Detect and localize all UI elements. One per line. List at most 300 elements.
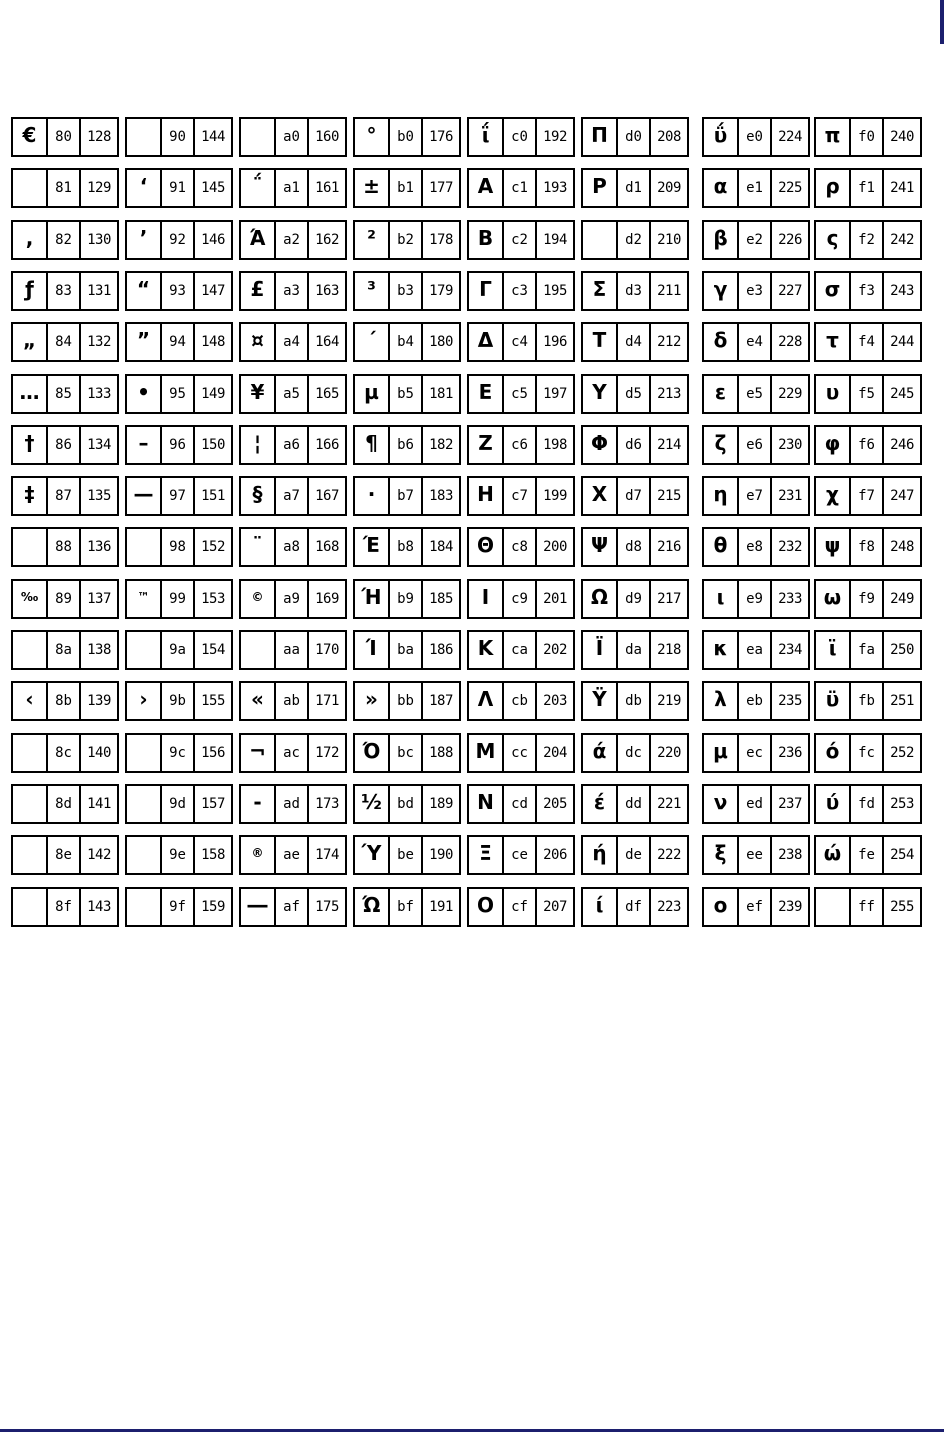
- hex-code: 81: [48, 170, 81, 206]
- character-glyph: Ν: [469, 786, 504, 822]
- decimal-code: 249: [890, 591, 914, 607]
- decimal-code: 180: [429, 334, 453, 350]
- decimal-code: 224: [778, 129, 802, 145]
- hex-code: 88: [48, 529, 81, 565]
- character-glyph: •: [127, 376, 162, 412]
- hex-code: bf: [390, 889, 423, 925]
- decimal-code: 194: [543, 232, 567, 248]
- character-glyph: «: [241, 683, 276, 719]
- hex-code: cf: [504, 889, 537, 925]
- hex-code: ab: [276, 683, 309, 719]
- decimal-code: 250: [890, 642, 914, 658]
- decimal-code: 217: [657, 591, 681, 607]
- character-glyph: ·: [355, 478, 390, 514]
- code-cell: [125, 681, 233, 721]
- hex-code: c8: [504, 529, 537, 565]
- hex-code: a9: [276, 581, 309, 617]
- character-glyph: Ύ: [355, 837, 390, 873]
- character-glyph: ―: [241, 889, 276, 925]
- decimal-code: 159: [201, 899, 225, 915]
- hex-code: 8d: [48, 786, 81, 822]
- character-glyph: Π: [583, 119, 618, 155]
- code-cell: [702, 579, 810, 619]
- decimal-code: 247: [890, 488, 914, 504]
- decimal-code: 155: [201, 693, 225, 709]
- code-cell: [581, 630, 689, 670]
- hex-code: 8e: [48, 837, 81, 873]
- hex-code: c0: [504, 119, 537, 155]
- decimal-code: 136: [87, 539, 111, 555]
- character-glyph: ”: [127, 324, 162, 360]
- decimal-code: 165: [315, 386, 339, 402]
- hex-code: a4: [276, 324, 309, 360]
- hex-code: c2: [504, 222, 537, 258]
- code-cell: [11, 374, 119, 414]
- code-cell: [125, 168, 233, 208]
- hex-code: c5: [504, 376, 537, 412]
- character-glyph: ‡: [13, 478, 48, 514]
- decimal-code: 199: [543, 488, 567, 504]
- decimal-code: 149: [201, 386, 225, 402]
- decimal-code: 183: [429, 488, 453, 504]
- code-cell: [814, 220, 922, 260]
- hex-code: e3: [739, 273, 772, 309]
- code-cell: [581, 322, 689, 362]
- hex-code: a5: [276, 376, 309, 412]
- code-cell: [467, 527, 575, 567]
- hex-code: b9: [390, 581, 423, 617]
- decimal-code: 135: [87, 488, 111, 504]
- decimal-code: 172: [315, 745, 339, 761]
- code-cell: [702, 425, 810, 465]
- decimal-code: 202: [543, 642, 567, 658]
- code-cell: [239, 579, 347, 619]
- decimal-code: 237: [778, 796, 802, 812]
- decimal-code: 246: [890, 437, 914, 453]
- decimal-code: 243: [890, 283, 914, 299]
- code-cell: [467, 476, 575, 516]
- character-glyph: [13, 632, 48, 668]
- decimal-code: 153: [201, 591, 225, 607]
- hex-code: fe: [851, 837, 884, 873]
- code-cell: [702, 887, 810, 927]
- code-cell: [467, 784, 575, 824]
- character-glyph: ρ: [816, 170, 851, 206]
- hex-code: c1: [504, 170, 537, 206]
- decimal-code: 151: [201, 488, 225, 504]
- code-cell: [467, 835, 575, 875]
- code-cell: [125, 220, 233, 260]
- character-glyph: †: [13, 427, 48, 463]
- character-glyph: σ: [816, 273, 851, 309]
- hex-code: c7: [504, 478, 537, 514]
- hex-code: f6: [851, 427, 884, 463]
- hex-code: 83: [48, 273, 81, 309]
- character-glyph: ϋ: [816, 683, 851, 719]
- code-cell: [814, 476, 922, 516]
- decimal-code: 193: [543, 180, 567, 196]
- code-cell: [814, 425, 922, 465]
- decimal-code: 158: [201, 847, 225, 863]
- hex-code: b7: [390, 478, 423, 514]
- code-cell: [702, 322, 810, 362]
- decimal-code: 213: [657, 386, 681, 402]
- character-glyph: [127, 735, 162, 771]
- hex-code: 92: [162, 222, 195, 258]
- decimal-code: 255: [890, 899, 914, 915]
- code-cell: [353, 322, 461, 362]
- decimal-code: 134: [87, 437, 111, 453]
- decimal-code: 137: [87, 591, 111, 607]
- decimal-code: 131: [87, 283, 111, 299]
- code-cell: [125, 733, 233, 773]
- decimal-code: 210: [657, 232, 681, 248]
- character-glyph: ›: [127, 683, 162, 719]
- character-glyph: ¶: [355, 427, 390, 463]
- hex-code: b5: [390, 376, 423, 412]
- code-cell: [353, 527, 461, 567]
- character-glyph: ƒ: [13, 273, 48, 309]
- character-glyph: –: [127, 427, 162, 463]
- hex-code: 9a: [162, 632, 195, 668]
- code-cell: [702, 527, 810, 567]
- character-glyph: ¥: [241, 376, 276, 412]
- code-cell: [11, 322, 119, 362]
- decimal-code: 188: [429, 745, 453, 761]
- character-glyph: ½: [355, 786, 390, 822]
- character-glyph: ΄: [355, 324, 390, 360]
- character-glyph: [241, 119, 276, 155]
- character-glyph: [583, 222, 618, 258]
- code-cell: [239, 835, 347, 875]
- hex-code: cd: [504, 786, 537, 822]
- hex-code: ed: [739, 786, 772, 822]
- hex-code: df: [618, 889, 651, 925]
- code-cell: [125, 527, 233, 567]
- character-glyph: [127, 786, 162, 822]
- decimal-code: 242: [890, 232, 914, 248]
- decimal-code: 244: [890, 334, 914, 350]
- code-cell: [239, 887, 347, 927]
- hex-code: a3: [276, 273, 309, 309]
- character-glyph: [127, 889, 162, 925]
- character-glyph: υ: [816, 376, 851, 412]
- decimal-code: 190: [429, 847, 453, 863]
- decimal-code: 169: [315, 591, 339, 607]
- hex-code: 8f: [48, 889, 81, 925]
- code-cell: [125, 271, 233, 311]
- code-cell: [467, 579, 575, 619]
- hex-code: f5: [851, 376, 884, 412]
- code-cell: [11, 271, 119, 311]
- decimal-code: 164: [315, 334, 339, 350]
- decimal-code: 225: [778, 180, 802, 196]
- code-cell: [467, 271, 575, 311]
- decimal-code: 139: [87, 693, 111, 709]
- hex-code: ef: [739, 889, 772, 925]
- character-glyph: ²: [355, 222, 390, 258]
- hex-code: ad: [276, 786, 309, 822]
- hex-code: eb: [739, 683, 772, 719]
- character-glyph: Ώ: [355, 889, 390, 925]
- code-cell: [814, 784, 922, 824]
- character-glyph: Ε: [469, 376, 504, 412]
- hex-code: ba: [390, 632, 423, 668]
- hex-code: e5: [739, 376, 772, 412]
- hex-code: fb: [851, 683, 884, 719]
- character-glyph: ά: [583, 735, 618, 771]
- code-cell: [467, 322, 575, 362]
- character-glyph: °: [355, 119, 390, 155]
- hex-code: 99: [162, 581, 195, 617]
- character-glyph: π: [816, 119, 851, 155]
- decimal-code: 132: [87, 334, 111, 350]
- code-cell: [125, 579, 233, 619]
- character-glyph: —: [127, 478, 162, 514]
- hex-code: e0: [739, 119, 772, 155]
- code-cell: [353, 887, 461, 927]
- hex-code: cc: [504, 735, 537, 771]
- hex-code: be: [390, 837, 423, 873]
- decimal-code: 167: [315, 488, 339, 504]
- decimal-code: 160: [315, 129, 339, 145]
- code-cell: [814, 579, 922, 619]
- code-cell: [814, 168, 922, 208]
- hex-code: f4: [851, 324, 884, 360]
- character-glyph: χ: [816, 478, 851, 514]
- hex-code: e1: [739, 170, 772, 206]
- character-glyph: £: [241, 273, 276, 309]
- code-cell: [353, 835, 461, 875]
- code-cell: [125, 374, 233, 414]
- code-cell: [581, 271, 689, 311]
- code-cell: [353, 374, 461, 414]
- character-glyph: [13, 170, 48, 206]
- character-glyph: ¨: [241, 529, 276, 565]
- decimal-code: 141: [87, 796, 111, 812]
- decimal-code: 208: [657, 129, 681, 145]
- decimal-code: 187: [429, 693, 453, 709]
- hex-code: 93: [162, 273, 195, 309]
- code-cell: [11, 527, 119, 567]
- code-cell: [702, 733, 810, 773]
- decimal-code: 230: [778, 437, 802, 453]
- hex-code: 97: [162, 478, 195, 514]
- hex-code: f1: [851, 170, 884, 206]
- decimal-code: 189: [429, 796, 453, 812]
- code-cell: [11, 476, 119, 516]
- hex-code: d7: [618, 478, 651, 514]
- character-glyph: φ: [816, 427, 851, 463]
- character-glyph: Α: [469, 170, 504, 206]
- decimal-code: 205: [543, 796, 567, 812]
- code-cell: [11, 835, 119, 875]
- code-cell: [239, 168, 347, 208]
- hex-code: e6: [739, 427, 772, 463]
- hex-code: f8: [851, 529, 884, 565]
- decimal-code: 168: [315, 539, 339, 555]
- character-glyph: Θ: [469, 529, 504, 565]
- hex-code: 9b: [162, 683, 195, 719]
- hex-code: 84: [48, 324, 81, 360]
- character-glyph: ώ: [816, 837, 851, 873]
- character-glyph: …: [13, 376, 48, 412]
- hex-code: f2: [851, 222, 884, 258]
- hex-code: 80: [48, 119, 81, 155]
- decimal-code: 253: [890, 796, 914, 812]
- hex-code: aa: [276, 632, 309, 668]
- code-cell: [814, 733, 922, 773]
- hex-code: bd: [390, 786, 423, 822]
- decimal-code: 232: [778, 539, 802, 555]
- hex-code: e7: [739, 478, 772, 514]
- decimal-code: 212: [657, 334, 681, 350]
- hex-code: b0: [390, 119, 423, 155]
- decimal-code: 178: [429, 232, 453, 248]
- code-cell: [353, 476, 461, 516]
- character-glyph: ‹: [13, 683, 48, 719]
- decimal-code: 229: [778, 386, 802, 402]
- decimal-code: 252: [890, 745, 914, 761]
- decimal-code: 142: [87, 847, 111, 863]
- code-cell: [125, 117, 233, 157]
- character-glyph: ί: [583, 889, 618, 925]
- character-glyph: ψ: [816, 529, 851, 565]
- decimal-code: 157: [201, 796, 225, 812]
- character-glyph: [13, 786, 48, 822]
- code-cell: [702, 630, 810, 670]
- decimal-code: 148: [201, 334, 225, 350]
- decimal-code: 181: [429, 386, 453, 402]
- hex-code: ce: [504, 837, 537, 873]
- character-glyph: ϊ: [816, 632, 851, 668]
- character-glyph: ή: [583, 837, 618, 873]
- character-glyph: ω: [816, 581, 851, 617]
- decimal-code: 170: [315, 642, 339, 658]
- character-glyph: Έ: [355, 529, 390, 565]
- hex-code: fa: [851, 632, 884, 668]
- hex-code: 9d: [162, 786, 195, 822]
- character-glyph: Κ: [469, 632, 504, 668]
- hex-code: ec: [739, 735, 772, 771]
- character-glyph: Τ: [583, 324, 618, 360]
- hex-code: 82: [48, 222, 81, 258]
- code-cell: [239, 527, 347, 567]
- decimal-code: 186: [429, 642, 453, 658]
- code-cell: [125, 425, 233, 465]
- character-glyph: γ: [704, 273, 739, 309]
- hex-code: f9: [851, 581, 884, 617]
- code-cell: [702, 835, 810, 875]
- character-glyph: [127, 119, 162, 155]
- decimal-code: 201: [543, 591, 567, 607]
- decimal-code: 162: [315, 232, 339, 248]
- hex-code: e4: [739, 324, 772, 360]
- hex-code: bb: [390, 683, 423, 719]
- decimal-code: 152: [201, 539, 225, 555]
- hex-code: d2: [618, 222, 651, 258]
- character-glyph: ι: [704, 581, 739, 617]
- code-cell: [581, 425, 689, 465]
- hex-code: b4: [390, 324, 423, 360]
- character-glyph: ¬: [241, 735, 276, 771]
- hex-code: af: [276, 889, 309, 925]
- character-glyph: [13, 889, 48, 925]
- hex-code: e2: [739, 222, 772, 258]
- hex-code: ee: [739, 837, 772, 873]
- decimal-code: 150: [201, 437, 225, 453]
- code-cell: [467, 425, 575, 465]
- hex-code: 89: [48, 581, 81, 617]
- hex-code: d9: [618, 581, 651, 617]
- code-cell: [702, 168, 810, 208]
- code-cell: [353, 579, 461, 619]
- decimal-code: 197: [543, 386, 567, 402]
- decimal-code: 251: [890, 693, 914, 709]
- hex-code: db: [618, 683, 651, 719]
- hex-code: dd: [618, 786, 651, 822]
- hex-code: 98: [162, 529, 195, 565]
- character-glyph: ν: [704, 786, 739, 822]
- hex-code: da: [618, 632, 651, 668]
- decimal-code: 215: [657, 488, 681, 504]
- decimal-code: 238: [778, 847, 802, 863]
- character-glyph: ‰: [13, 581, 48, 617]
- decimal-code: 206: [543, 847, 567, 863]
- hex-code: b6: [390, 427, 423, 463]
- decimal-code: 196: [543, 334, 567, 350]
- character-glyph: ζ: [704, 427, 739, 463]
- decimal-code: 211: [657, 283, 681, 299]
- hex-code: b8: [390, 529, 423, 565]
- code-cell: [125, 887, 233, 927]
- code-cell: [239, 681, 347, 721]
- code-cell: [814, 835, 922, 875]
- character-glyph: ’: [127, 222, 162, 258]
- character-glyph: ξ: [704, 837, 739, 873]
- code-cell: [11, 425, 119, 465]
- code-cell: [581, 579, 689, 619]
- character-glyph: §: [241, 478, 276, 514]
- code-cell: [125, 630, 233, 670]
- decimal-code: 173: [315, 796, 339, 812]
- character-glyph: ύ: [816, 786, 851, 822]
- character-glyph: θ: [704, 529, 739, 565]
- hex-code: d8: [618, 529, 651, 565]
- code-cell: [11, 784, 119, 824]
- character-glyph: -: [241, 786, 276, 822]
- decimal-code: 226: [778, 232, 802, 248]
- code-cell: [353, 168, 461, 208]
- hex-code: bc: [390, 735, 423, 771]
- decimal-code: 222: [657, 847, 681, 863]
- code-cell: [353, 681, 461, 721]
- code-cell: [11, 117, 119, 157]
- code-cell: [702, 476, 810, 516]
- hex-code: ca: [504, 632, 537, 668]
- character-glyph: [127, 529, 162, 565]
- hex-code: a7: [276, 478, 309, 514]
- hex-code: d0: [618, 119, 651, 155]
- character-glyph: ®: [241, 837, 276, 873]
- character-glyph: Ά: [241, 222, 276, 258]
- decimal-code: 147: [201, 283, 225, 299]
- code-cell: [239, 733, 347, 773]
- decimal-code: 130: [87, 232, 111, 248]
- character-glyph: Σ: [583, 273, 618, 309]
- code-cell: [353, 271, 461, 311]
- decimal-code: 200: [543, 539, 567, 555]
